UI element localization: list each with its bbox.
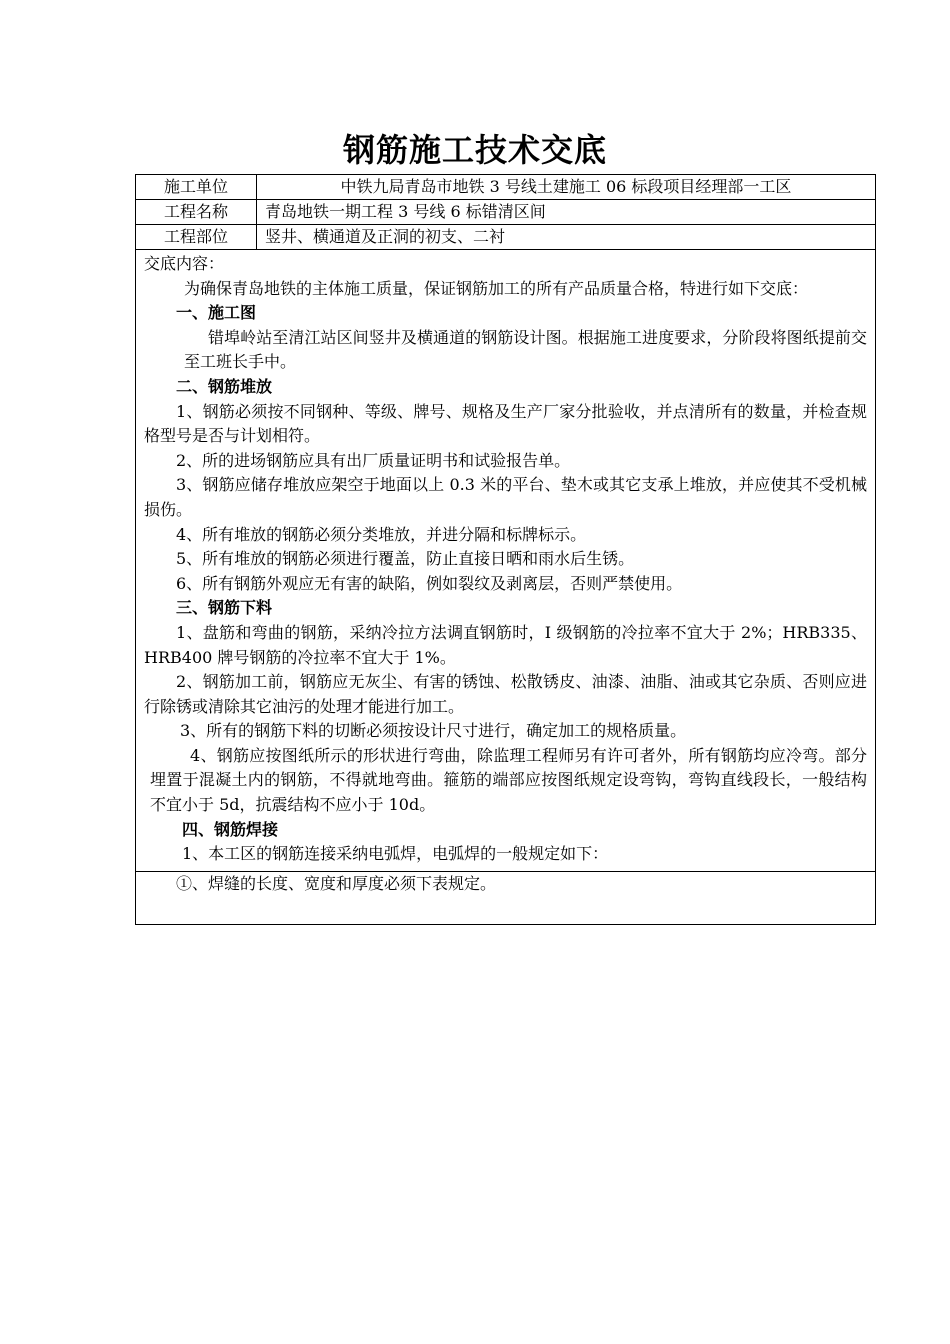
row-project-name: [136, 200, 875, 225]
section-title-storage: 二、钢筋堆放: [176, 376, 273, 396]
content-heading: 交底内容：: [144, 254, 225, 273]
section-title-welding: 四、钢筋焊接: [182, 819, 279, 839]
info-table: [135, 174, 876, 925]
row-construction-unit: [136, 175, 875, 200]
section-title-drawings: 一、施工图: [176, 303, 257, 323]
label-construction-unit: 施工单位: [136, 175, 257, 199]
label-project-part: 工程部位: [136, 225, 257, 249]
row-project-part: [136, 225, 875, 250]
value-project-name: 青岛地铁一期工程 3 号线 6 标错清区间: [265, 202, 546, 221]
welding-item: 1、本工区的钢筋连接采纳电弧焊，电弧焊的一般规定如下：: [182, 844, 609, 864]
storage-item: 3、钢筋应储存堆放应架空于地面以上 0.3 米的平台、垫木或其它支承上堆放，并应使其不受机械损伤。: [144, 475, 867, 519]
storage-item: 2、所的进场钢筋应具有出厂质量证明书和试验报告单。: [176, 450, 571, 470]
document-title: 钢筋施工技术交底: [342, 131, 607, 169]
storage-item: 1、钢筋必须按不同钢种、等级、牌号、规格及生产厂家分批验收，并点清所有的数量，并检查规格型号是否与计划相符。: [144, 401, 867, 446]
intro-paragraph: 为确保青岛地铁的主体施工质量，保证钢筋加工的所有产品质量合格，特进行如下交底：: [184, 278, 809, 298]
cutting-item: 1、盘筋和弯曲的钢筋，采纳冷拉方法调直钢筋时，I 级钢筋的冷拉率不宜大于 2%；HRB335、HRB400 牌号钢筋的冷拉率不宜大于 1%。: [144, 622, 867, 667]
storage-item: 4、所有堆放的钢筋必须分类堆放，并进分隔和标牌标示。: [176, 524, 587, 544]
value-project-part: 竖井、横通道及正洞的初支、二衬: [265, 227, 506, 246]
cutting-item: 3、所有的钢筋下料的切断必须按设计尺寸进行，确定加工的规格质量。: [180, 721, 687, 741]
section-title-cutting: 三、钢筋下料: [176, 598, 273, 618]
cutting-item: 2、钢筋加工前，钢筋应无灰尘、有害的锈蚀、松散锈皮、油漆、油脂、油或其它杂质、否则应进行除锈或清除其它油污的处理才能进行加工。: [144, 672, 867, 716]
briefing-content: [136, 250, 875, 872]
welding-detail-line: ①、焊缝的长度、宽度和厚度必须下表规定。: [176, 873, 497, 893]
welding-detail-cell: [136, 872, 875, 924]
storage-item: 5、所有堆放的钢筋必须进行覆盖，防止直接日晒和雨水后生锈。: [176, 549, 635, 569]
cutting-item: 4、钢筋应按图纸所示的形状进行弯曲，除监理工程师另有许可者外，所有钢筋均应冷弯。部分埋置于混凝土内的钢筋，不得就地弯曲。箍筋的端部应按图纸规定设弯钩，弯钩直线段长，一般结构不宜小于 5d，抗震结构不应小于 10d。: [150, 745, 867, 815]
section-body-drawings: 错埠岭站至清江站区间竖井及横通道的钢筋设计图。根据施工进度要求，分阶段将图纸提前交至工班长手中。: [184, 327, 867, 372]
value-construction-unit: 中铁九局青岛市地铁 3 号线土建施工 06 标段项目经理部一工区: [340, 177, 792, 196]
label-project-name: 工程名称: [136, 200, 257, 224]
storage-item: 6、所有钢筋外观应无有害的缺陷，例如裂纹及剥离层，否则严禁使用。: [176, 573, 683, 593]
